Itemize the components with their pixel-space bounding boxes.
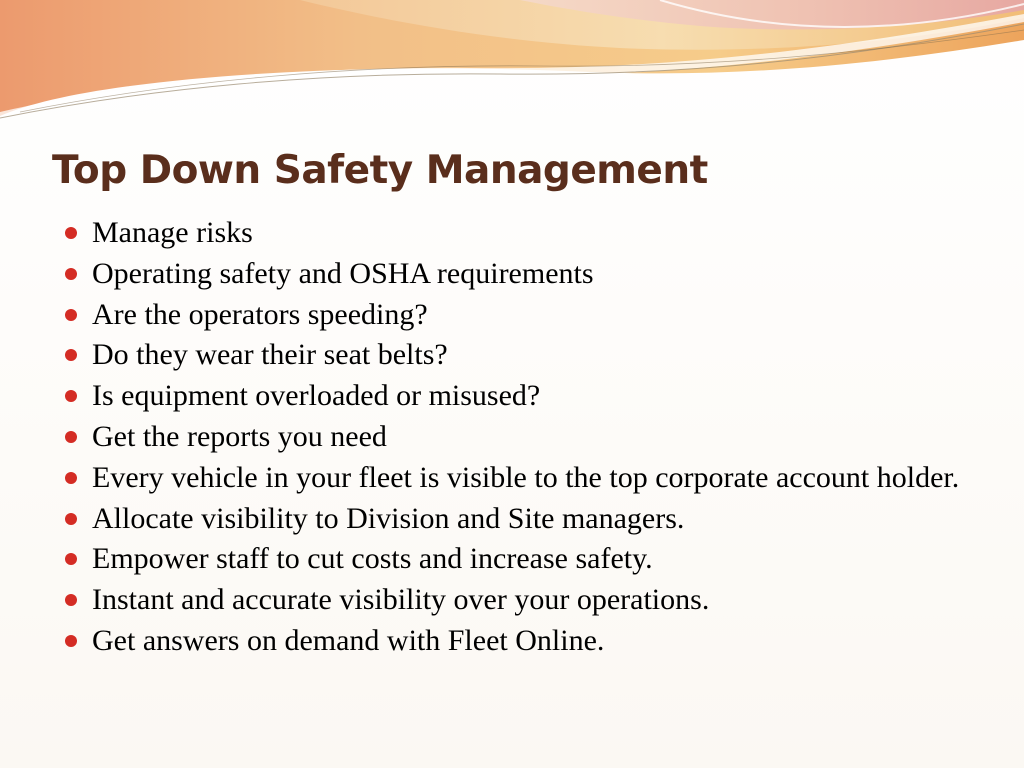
slide-title: Top Down Safety Management bbox=[52, 148, 708, 193]
bullet-dot-icon bbox=[65, 635, 77, 647]
list-item bbox=[62, 420, 962, 453]
bullet-dot-icon bbox=[65, 309, 77, 321]
bullet-list bbox=[62, 216, 962, 665]
list-item-text: Manage risks bbox=[92, 216, 253, 249]
list-item-text: Allocate visibility to Division and Site managers. bbox=[92, 501, 685, 535]
list-item-text: Get the reports you need bbox=[92, 419, 387, 453]
bullet-dot-icon bbox=[65, 553, 77, 565]
list-item bbox=[62, 216, 962, 249]
list-item-text: Operating safety and OSHA requirements bbox=[92, 256, 594, 290]
list-item bbox=[62, 257, 962, 290]
bullet-dot-icon bbox=[65, 349, 77, 361]
list-item bbox=[62, 583, 962, 616]
list-item bbox=[62, 338, 962, 371]
list-item-text: Get answers on demand with Fleet Online. bbox=[92, 623, 605, 657]
list-item-text: Every vehicle in your fleet is visible to the top corporate account holder. bbox=[92, 460, 960, 494]
list-item-text: Do they wear their seat belts? bbox=[92, 338, 448, 372]
list-item bbox=[62, 461, 962, 494]
decorative-wave-banner bbox=[0, 0, 1024, 130]
list-item-text: Instant and accurate visibility over your operations. bbox=[92, 583, 710, 617]
list-item-text: Are the operators speeding? bbox=[92, 297, 428, 331]
list-item-text: Empower staff to cut costs and increase safety. bbox=[92, 542, 653, 576]
list-item-text: Is equipment overloaded or misused? bbox=[92, 379, 541, 413]
bullet-dot-icon bbox=[65, 472, 77, 484]
list-item bbox=[62, 502, 962, 535]
list-item bbox=[62, 298, 962, 331]
bullet-dot-icon bbox=[65, 594, 77, 606]
bullet-dot-icon bbox=[65, 268, 77, 280]
bullet-dot-icon bbox=[65, 513, 77, 525]
list-item bbox=[62, 542, 962, 575]
bullet-dot-icon bbox=[65, 431, 77, 443]
list-item bbox=[62, 379, 962, 412]
bullet-dot-icon bbox=[65, 390, 77, 402]
bullet-dot-icon bbox=[65, 227, 77, 239]
list-item bbox=[62, 624, 962, 657]
